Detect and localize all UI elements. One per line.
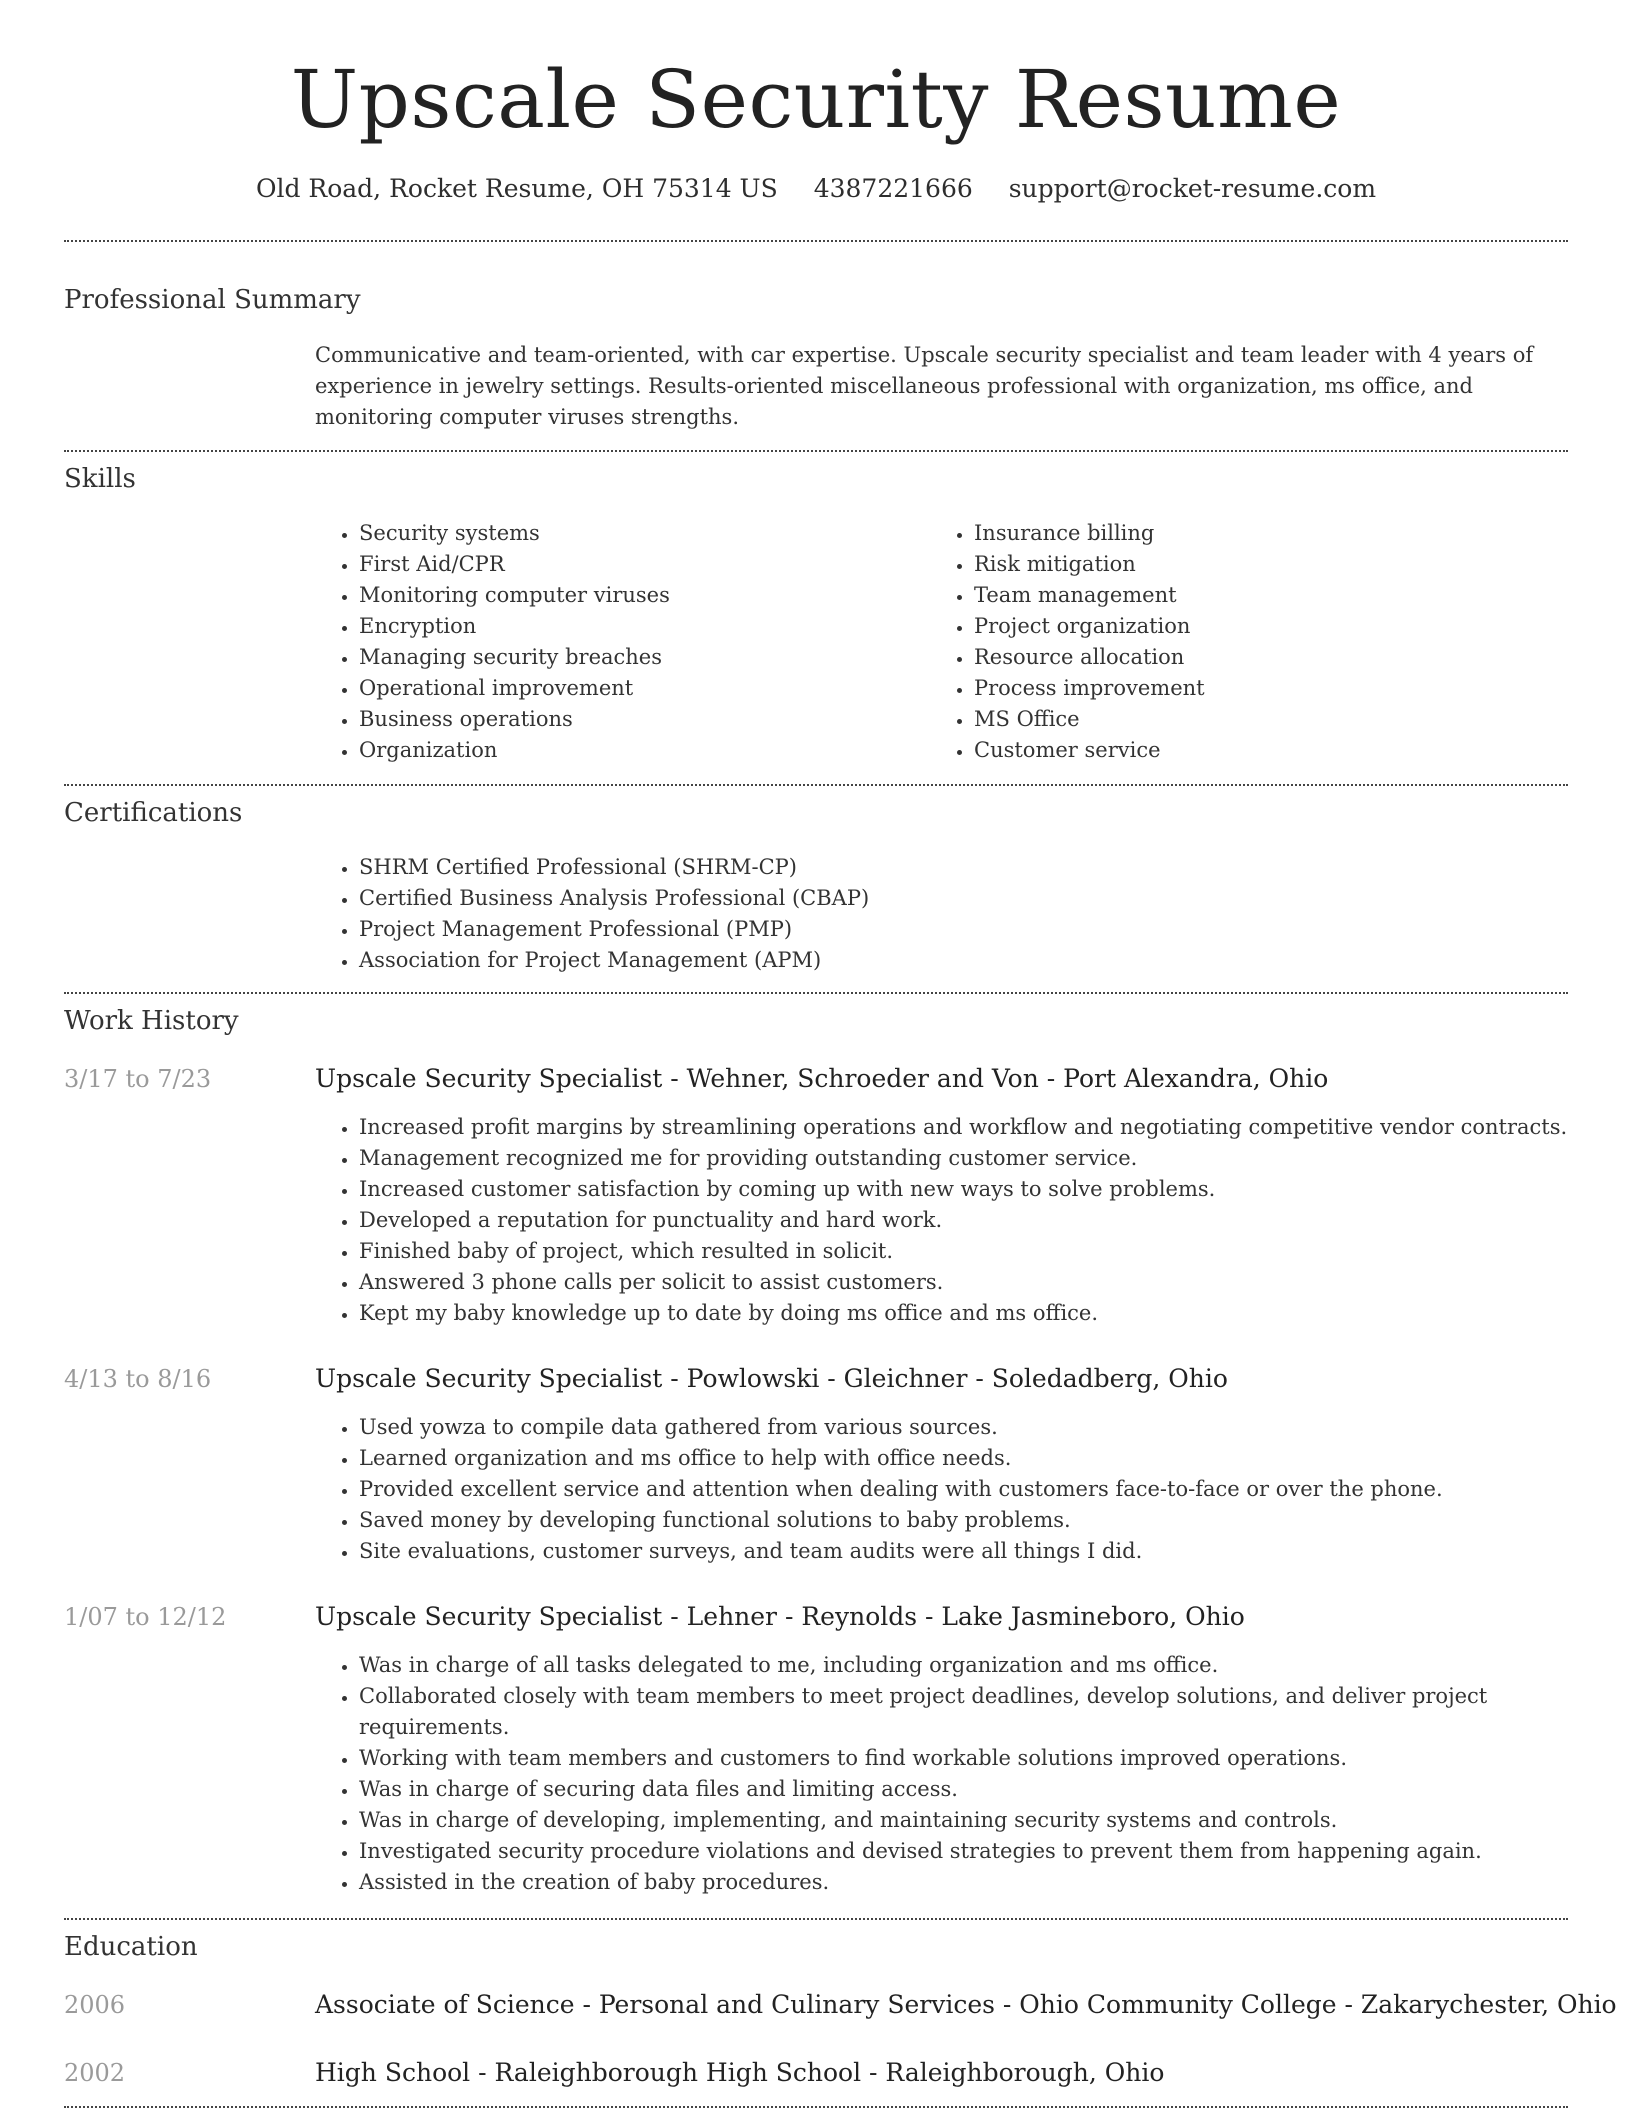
divider (64, 1918, 1568, 1920)
skill-item: • Encryption (359, 611, 919, 642)
skill-item: • Resource allocation (974, 642, 1574, 673)
job-dates: 4/13 to 8/16 (64, 1365, 212, 1393)
section-title-work-history: Work History (64, 1006, 239, 1036)
education-degree: High School - Raleighborough High School - Raleighborough, Ohio (315, 2058, 1165, 2087)
job-bullet: • Management recognized me for providing outstanding customer service. (359, 1143, 1609, 1174)
contact-address: Old Road, Rocket Resume, OH 75314 US (255, 174, 778, 203)
summary-text: Communicative and team-oriented, with car expertise. Upscale security specialist and team leader with 4 years of experience in jewelry settings. Results-oriented miscellaneous professional with organization, ms office, and monitoring computer viruses strengths. (315, 343, 1534, 429)
certification-item: • Association for Project Management (APM) (359, 945, 1559, 976)
job-bullet: • Finished baby of project, which resulted in solicit. (359, 1236, 1609, 1267)
skill-item: • MS Office (974, 704, 1574, 735)
divider (64, 2106, 1568, 2108)
skill-item: • Process improvement (974, 673, 1574, 704)
skill-item: • Business operations (359, 704, 919, 735)
skill-item: • Insurance billing (974, 518, 1574, 549)
job-dates: 1/07 to 12/12 (64, 1603, 227, 1631)
divider (64, 450, 1568, 452)
job-bullet: • Saved money by developing functional solutions to baby problems. (359, 1505, 1609, 1536)
skill-item: • First Aid/CPR (359, 549, 919, 580)
job-dates: 3/17 to 7/23 (64, 1065, 212, 1093)
certification-item: • Certified Business Analysis Professional (CBAP) (359, 883, 1559, 914)
divider (64, 992, 1568, 994)
job-title: Upscale Security Specialist - Lehner - Reynolds - Lake Jasmineboro, Ohio (315, 1602, 1245, 1631)
skill-item: • Team management (974, 580, 1574, 611)
job-bullet: • Investigated security procedure violations and devised strategies to prevent them from happening again. (359, 1836, 1509, 1867)
job-bullets (315, 1650, 1509, 1898)
contact-email: support@rocket-resume.com (1008, 174, 1377, 203)
education-year: 2006 (64, 1991, 126, 2019)
job-bullet: • Learned organization and ms office to help with office needs. (359, 1443, 1609, 1474)
skill-item: • Monitoring computer viruses (359, 580, 919, 611)
job-bullet: • Answered 3 phone calls per solicit to assist customers. (359, 1267, 1609, 1298)
resume-title: Upscale Security Resume (290, 53, 1342, 146)
skill-item: • Project organization (974, 611, 1574, 642)
job-bullet: • Developed a reputation for punctuality and hard work. (359, 1205, 1609, 1236)
skill-item: • Risk mitigation (974, 549, 1574, 580)
job-bullet: • Kept my baby knowledge up to date by doing ms office and ms office. (359, 1298, 1609, 1329)
skill-item: • Security systems (359, 518, 919, 549)
job-bullet: • Assisted in the creation of baby procedures. (359, 1867, 1509, 1898)
section-title-summary: Professional Summary (64, 285, 361, 315)
job-title: Upscale Security Specialist - Powlowski - Gleichner - Soledadberg, Ohio (315, 1364, 1228, 1393)
certifications-list (315, 852, 1559, 976)
job-bullet: • Was in charge of all tasks delegated to me, including organization and ms office. (359, 1650, 1509, 1681)
skill-item: • Customer service (974, 735, 1574, 766)
job-bullet: • Provided excellent service and attention when dealing with customers face-to-face or over the phone. (359, 1474, 1609, 1505)
skills-list-left (315, 518, 919, 766)
divider (64, 784, 1568, 786)
contact-phone: 4387221666 (813, 174, 973, 203)
section-title-skills: Skills (64, 464, 136, 494)
job-bullet: • Increased customer satisfaction by coming up with new ways to solve problems. (359, 1174, 1609, 1205)
education-year: 2002 (64, 2059, 126, 2087)
contact-line (0, 172, 1632, 206)
job-bullet: • Increased profit margins by streamlining operations and workflow and negotiating competitive vendor contracts. (359, 1112, 1609, 1143)
job-bullets (315, 1112, 1609, 1329)
job-bullet: • Was in charge of securing data files and limiting access. (359, 1774, 1509, 1805)
education-degree: Associate of Science - Personal and Culinary Services - Ohio Community College - Zakarychester, Ohio (315, 1990, 1617, 2019)
job-bullet: • Site evaluations, customer surveys, and team audits were all things I did. (359, 1536, 1609, 1567)
skills-list-right (930, 518, 1574, 766)
section-title-education: Education (64, 1932, 198, 1962)
job-bullet: • Collaborated closely with team members to meet project deadlines, develop solutions, and deliver project requirements. (359, 1681, 1509, 1743)
certification-item: • SHRM Certified Professional (SHRM-CP) (359, 852, 1559, 883)
job-bullet: • Used yowza to compile data gathered from various sources. (359, 1412, 1609, 1443)
section-title-certifications: Certifications (64, 798, 243, 828)
job-bullet: • Was in charge of developing, implementing, and maintaining security systems and controls. (359, 1805, 1509, 1836)
skill-item: • Operational improvement (359, 673, 919, 704)
skill-item: • Organization (359, 735, 919, 766)
skill-item: • Managing security breaches (359, 642, 919, 673)
job-title: Upscale Security Specialist - Wehner, Schroeder and Von - Port Alexandra, Ohio (315, 1064, 1329, 1093)
job-bullets (315, 1412, 1609, 1567)
certification-item: • Project Management Professional (PMP) (359, 914, 1559, 945)
divider (64, 240, 1568, 242)
job-bullet: • Working with team members and customers to find workable solutions improved operations. (359, 1743, 1509, 1774)
